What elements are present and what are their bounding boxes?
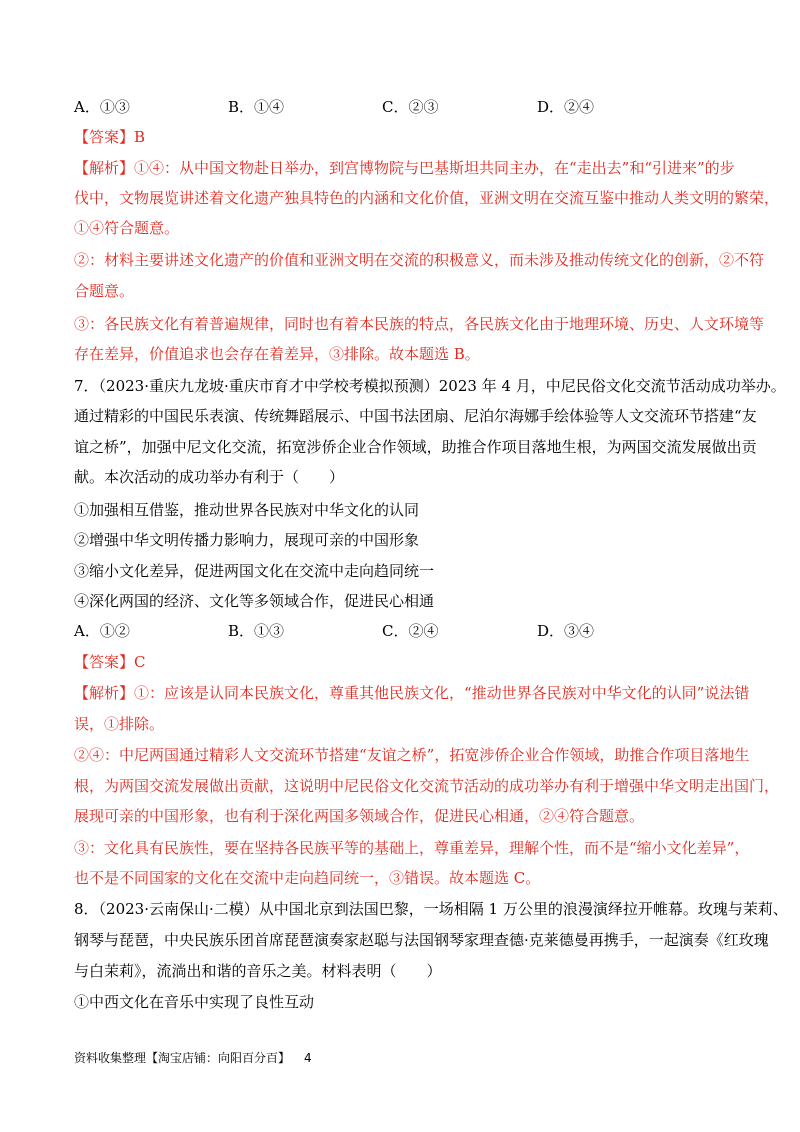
q8-stem-line: 与白茉莉》，流淌出和谐的音乐之美。材料表明（ ）: [74, 962, 442, 980]
q7-analysis-line: 误，①排除。: [74, 715, 165, 733]
footer-text: 资料收集整理【淘宝店铺：向阳百分百】: [74, 1051, 291, 1065]
q7-analysis-line: ②④：中尼两国通过精彩人文交流环节搭建“友谊之桥”，拓宽涉侨企业合作领域，助推合作项目落地生: [74, 746, 750, 764]
q6-option-b: B．①④: [228, 98, 285, 116]
q7-stem-line: 通过精彩的中国民乐表演、传统舞蹈展示、中国书法团扇、尼泊尔海娜手绘体验等人文交流环节搭建“友: [74, 407, 757, 425]
q7-option-b: B．①③: [228, 622, 285, 640]
q8-item: ①中西文化在音乐中实现了良性互动: [74, 993, 315, 1011]
q6-analysis-line: ③：各民族文化有着普遍规律，同时也有着本民族的特点，各民族文化由于地理环境、历史、人文环境等: [74, 315, 765, 333]
q7-analysis-line: 展现可亲的中国形象，也有利于深化两国多领域合作，促进民心相通，②④符合题意。: [74, 807, 645, 825]
q7-analysis-line: 也不是不同国家的文化在交流中走向趋同统一，③错误。故本题选 C。: [74, 869, 541, 887]
page-footer: [74, 1050, 312, 1066]
q7-item: ①加强相互借鉴，推动世界各民族对中华文化的认同: [74, 501, 420, 519]
q7-analysis-line: 根，为两国交流发展做出贡献，这说明中尼民俗文化交流节活动的成功举办有利于增强中华文明走出国门，: [74, 777, 780, 795]
q6-option-a: A．①③: [74, 98, 130, 116]
q6-analysis-line: 合题意。: [74, 282, 135, 300]
q6-analysis-line: ②：材料主要讲述文化遗产的价值和亚洲文明在交流的积极意义，而未涉及推动传统文化的创新，②不符: [74, 251, 765, 269]
q6-answer: 【答案】B: [74, 128, 146, 146]
q6-analysis-line: 伐中，文物展览讲述着文化遗产独具特色的内涵和文化价值，亚洲文明在交流互鉴中推动人类文明的繁荣，: [74, 189, 780, 207]
q7-answer: 【答案】C: [74, 653, 146, 671]
q7-option-c: C．②④: [382, 622, 439, 640]
q6-analysis-line: 【解析】①④：从中国文物赴日举办，到宫博物院与巴基斯坦共同主办，在“走出去”和“引进来”的步: [74, 159, 735, 177]
q8-stem-line: 8．（2023·云南保山·二模）从中国北京到法国巴黎，一场相隔 1 万公里的浪漫演绎拉开帷幕。玫瑰与茉莉、: [74, 900, 788, 918]
q6-analysis-line: 存在差异，价值追求也会存在着差异，③排除。故本题选 B。: [74, 345, 480, 363]
q7-stem-line: 谊之桥”，加强中尼文化交流，拓宽涉侨企业合作领域，助推合作项目落地生根，为两国交流发展做出贡: [74, 438, 757, 456]
q7-analysis-line: ③：文化具有民族性，要在坚持各民族平等的基础上，尊重差异，理解个性，而不是“缩小文化差异”，: [74, 839, 750, 857]
page-number: 4: [304, 1051, 312, 1065]
q7-option-a: A．①②: [74, 622, 130, 640]
q6-analysis-line: ①④符合题意。: [74, 219, 180, 237]
q7-item: ④深化两国的经济、文化等多领域合作，促进民心相通: [74, 592, 435, 610]
q7-stem-line: 献。本次活动的成功举办有利于（ ）: [74, 468, 345, 486]
q7-item: ③缩小文化差异，促进两国文化在交流中走向趋同统一: [74, 562, 435, 580]
q7-analysis-line: 【解析】①：应该是认同本民族文化，尊重其他民族文化，“推动世界各民族对中华文化的认同”说法错: [74, 684, 750, 702]
q7-item: ②增强中华文明传播力影响力，展现可亲的中国形象: [74, 531, 420, 549]
q6-option-d: D．②④: [537, 98, 595, 116]
q7-option-d: D．③④: [537, 622, 595, 640]
q7-stem-line: 7．（2023·重庆九龙坡·重庆市育才中学校考模拟预测）2023 年 4 月，中尼民俗文化交流节活动成功举办。: [74, 377, 786, 395]
q8-stem-line: 钢琴与琵琶，中央民族乐团首席琵琶演奏家赵聪与法国钢琴家理查德·克莱德曼再携手，一起演奏《红玫瑰: [74, 931, 769, 949]
q6-option-c: C．②③: [382, 98, 439, 116]
